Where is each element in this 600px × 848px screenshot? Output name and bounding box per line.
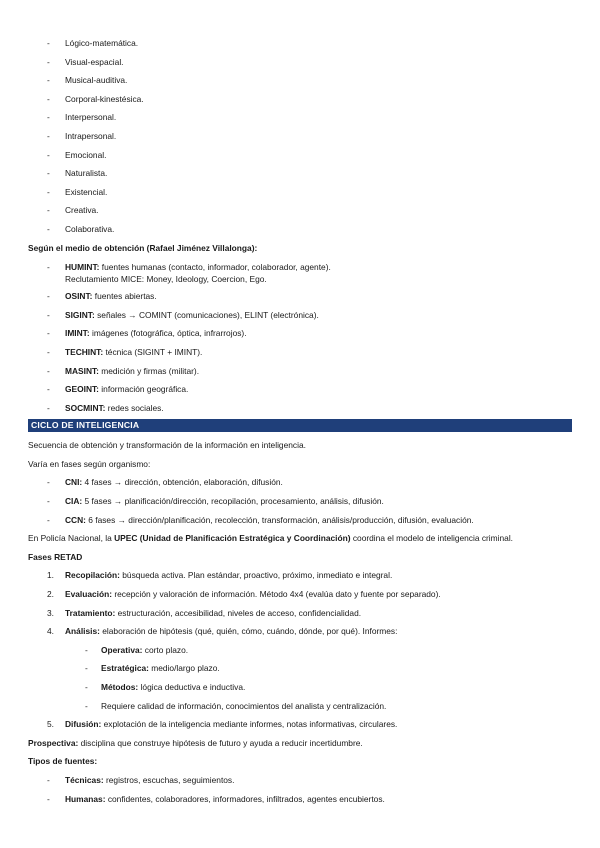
list-item: - Musical-auditiva.: [47, 75, 128, 86]
prospectiva-paragraph: Prospectiva: disciplina que construye hipótesis de futuro y ayuda a reducir incertidumbre.: [28, 737, 363, 748]
list-item: - Técnicas: registros, escuchas, seguimientos.: [47, 774, 235, 785]
numbered-item: 1. Recopilación: búsqueda activa. Plan estándar, proactivo, próximo, inmediato e integral.: [47, 570, 393, 581]
list-item: - Existencial.: [47, 186, 108, 197]
intro-paragraph: Secuencia de obtención y transformación de la información en inteligencia.: [28, 440, 306, 451]
numbered-item: 3. Tratamiento: estructuración, accesibilidad, niveles de acceso, confidencialidad.: [47, 607, 362, 618]
numbered-item: 2. Evaluación: recepción y valoración de información. Método 4x4 (evalúa dato y fuente por separado).: [47, 589, 441, 600]
list-item: - CIA: 5 fases → planificación/dirección, recopilación, procesamiento, análisis, difusión.: [47, 496, 384, 507]
list-item: - Humanas: confidentes, colaboradores, informadores, infiltrados, agentes encubiertos.: [47, 793, 385, 804]
list-item: - TECHINT: técnica (SIGINT + IMINT).: [47, 346, 203, 357]
sub-list-item: - Requiere calidad de información, conocimientos del analista y centralización.: [85, 700, 387, 711]
list-item: - Intrapersonal.: [47, 130, 117, 141]
list-item: - GEOINT: información geográfica.: [47, 384, 189, 395]
medio-heading: Según el medio de obtención (Rafael Jiménez Villalonga):: [28, 242, 258, 253]
numbered-item: 5. Difusión: explotación de la inteligencia mediante informes, notas informativas, circulares.: [47, 719, 398, 730]
list-item: - Colaborativa.: [47, 223, 115, 234]
section-heading-band: CICLO DE INTELIGENCIA: [28, 419, 572, 432]
sub-list-item: - Estratégica: medio/largo plazo.: [85, 663, 220, 674]
list-item: - Creativa.: [47, 205, 99, 216]
list-item: - Interpersonal.: [47, 112, 117, 123]
list-item: - SOCMINT: redes sociales.: [47, 402, 164, 413]
retad-heading: Fases RETAD: [28, 551, 83, 562]
list-item: - CCN: 6 fases → dirección/planificación, recolección, transformación, análisis/producción, difusión, evaluación.: [47, 514, 474, 525]
list-item: - Corporal-kinestésica.: [47, 93, 144, 104]
document-page: [28, 38, 572, 812]
list-item: - SIGINT: señales → COMINT (comunicaciones), ELINT (electrónica).: [47, 309, 319, 320]
fases-intro: Varía en fases según organismo:: [28, 458, 151, 469]
list-item: - Lógico-matemática.: [47, 38, 139, 48]
sub-list-item: - Métodos: lógica deductiva e inductiva.: [85, 682, 246, 692]
list-item: - HUMINT: fuentes humanas (contacto, informador, colaborador, agente). Reclutamiento MICE: Money, Ideology, Coercion, Ego.: [47, 262, 331, 285]
list-item: - Visual-espacial.: [47, 56, 124, 67]
numbered-item: 4. Análisis: elaboración de hipótesis (qué, quién, cómo, cuándo, dónde, por qué). Informes:: [47, 626, 398, 637]
list-item: - Naturalista.: [47, 168, 108, 179]
list-item: - CNI: 4 fases → dirección, obtención, elaboración, difusión.: [47, 477, 283, 488]
policia-paragraph: En Policía Nacional, la UPEC (Unidad de Planificación Estratégica y Coordinación) coordina el modelo de inteligencia criminal.: [28, 533, 514, 544]
list-item: - IMINT: imágenes (fotográfica, óptica, infrarrojos).: [47, 328, 247, 339]
list-item: - Emocional.: [47, 149, 107, 160]
sub-list-item: - Operativa: corto plazo.: [85, 644, 189, 655]
list-item: - MASINT: medición y firmas (militar).: [47, 365, 200, 376]
list-item: - OSINT: fuentes abiertas.: [47, 291, 157, 302]
tipos-heading: Tipos de fuentes:: [28, 756, 98, 767]
